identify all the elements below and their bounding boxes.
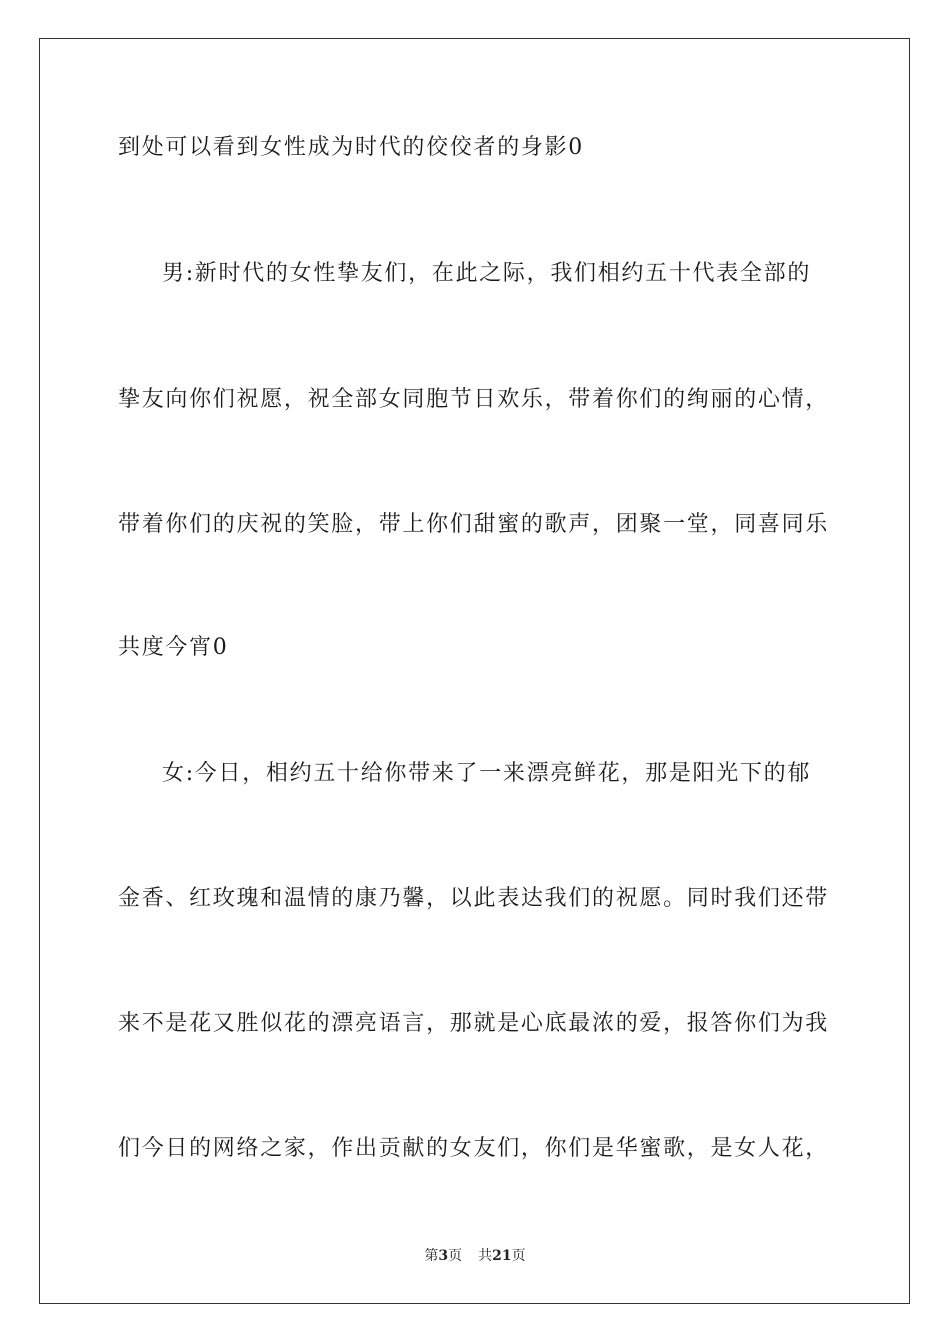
paragraph-line-9: 们今日的网络之家，作出贡献的女友们，你们是华蜜歌，是女人花，	[118, 1136, 830, 1161]
paragraph-line-8: 来不是花又胜似花的漂亮语言，那就是心底最浓的爱，报答你们为我	[118, 1011, 830, 1036]
page-prefix: 第	[424, 1248, 439, 1264]
paragraph-line-3: 挚友向你们祝愿，祝全部女同胞节日欢乐，带着你们的绚丽的心情，	[118, 387, 830, 412]
paragraph-line-7: 金香、红玫瑰和温情的康乃馨，以此表达我们的祝愿。同时我们还带	[118, 886, 830, 911]
page-suffix: 页	[448, 1248, 463, 1264]
paragraph-line-6: 女:今日，相约五十给你带来了一来漂亮鲜花，那是阳光下的郁	[162, 761, 812, 786]
page-border	[39, 38, 910, 1304]
paragraph-line-2: 男:新时代的女性挚友们，在此之际，我们相约五十代表全部的	[162, 261, 812, 286]
total-pages-number: 21	[492, 1248, 512, 1264]
page-footer	[0, 1247, 950, 1265]
current-page-number: 3	[438, 1248, 449, 1264]
paragraph-line-5: 共度今宵0	[118, 635, 229, 660]
total-prefix: 共	[478, 1248, 493, 1264]
total-suffix: 页	[511, 1248, 526, 1264]
paragraph-line-1: 到处可以看到女性成为时代的佼佼者的身影0	[118, 135, 584, 160]
paragraph-line-4: 带着你们的庆祝的笑脸，带上你们甜蜜的歌声，团聚一堂，同喜同乐	[118, 512, 830, 537]
